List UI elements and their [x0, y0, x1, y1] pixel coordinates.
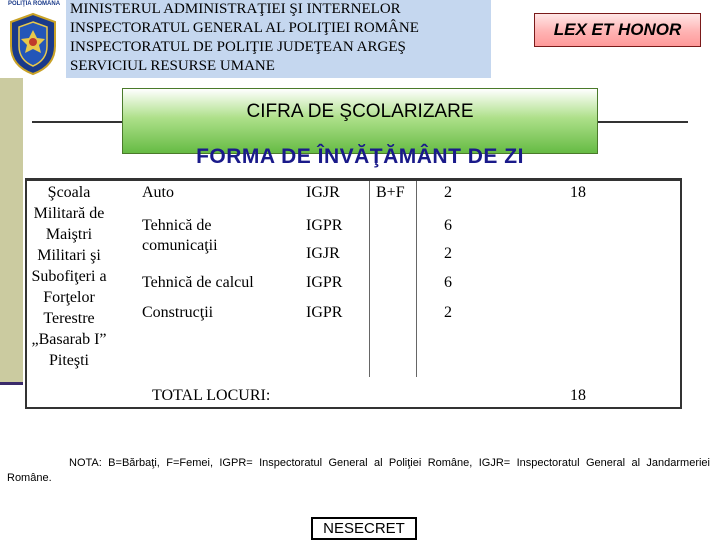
page-subtitle: FORMA DE ÎNVĂŢĂMÂNT DE ZI: [196, 145, 524, 168]
specialty-cell: Tehnică de comunicaţii: [142, 217, 218, 254]
places-cell: 6: [444, 217, 452, 234]
police-emblem-icon: [6, 10, 60, 76]
total-label: TOTAL LOCURI:: [152, 387, 271, 404]
specialty-cell: Auto: [142, 184, 174, 201]
banner-left-line: [32, 121, 124, 123]
left-accent-line: [0, 382, 23, 385]
total-value: 18: [570, 387, 586, 404]
emblem-block: [0, 0, 66, 78]
school-name-line: Subofiţeri a: [31, 268, 107, 285]
gender-cell: B+F: [376, 184, 405, 201]
places-cell: 6: [444, 274, 452, 291]
institution-cell: IGJR: [306, 245, 340, 262]
institution-cell: IGPR: [306, 217, 343, 234]
specialty-cell: Construcţii: [142, 304, 214, 321]
places-cell: 2: [444, 184, 452, 201]
header-line-ministry: MINISTERUL ADMINISTRAŢIEI ŞI INTERNELOR: [70, 1, 401, 17]
footnote: NOTA: B=Bărbaţi, F=Femei, IGPR= Inspectoratul General al Poliţiei Române, IGJR= Inspectoratul General al Jandarmeriei Române.: [7, 457, 710, 484]
school-name-line: Militară de: [33, 205, 105, 222]
banner-title: CIFRA DE ŞCOLARIZARE: [122, 88, 598, 154]
school-name-line: Maiştri: [45, 226, 93, 243]
header-line-service: SERVICIUL RESURSE UMANE: [70, 58, 275, 74]
institution-cell: IGPR: [306, 304, 343, 321]
school-name-line: Piteşti: [48, 352, 89, 369]
places-cell: 2: [444, 245, 452, 262]
school-name-line: „Basarab I”: [31, 331, 107, 348]
school-name-line: Terestre: [43, 310, 95, 327]
emblem-caption: POLIŢIA ROMÂNĂ: [7, 1, 61, 7]
institution-cell: IGJR: [306, 184, 340, 201]
header-institution-box: [66, 0, 491, 78]
school-name-line: Forţelor: [43, 289, 95, 306]
table-divider: [369, 181, 370, 377]
table-divider: [416, 181, 417, 377]
motto-badge: LEX ET HONOR: [534, 13, 701, 47]
header-line-ipj: INSPECTORATUL DE POLIŢIE JUDEŢEAN ARGEŞ: [70, 39, 406, 55]
school-name: [4, 182, 134, 371]
banner-right-line: [596, 121, 688, 123]
school-name-line: Şcoala: [47, 184, 91, 201]
school-name-line: Militari şi: [37, 247, 101, 264]
institution-cell: IGPR: [306, 274, 343, 291]
group-total-cell: 18: [570, 184, 586, 201]
places-cell: 2: [444, 304, 452, 321]
header-line-igpr: INSPECTORATUL GENERAL AL POLIŢIEI ROMÂNE: [70, 20, 419, 36]
classification-badge: NESECRET: [311, 517, 417, 540]
specialty-cell: Tehnică de calcul: [142, 274, 254, 291]
